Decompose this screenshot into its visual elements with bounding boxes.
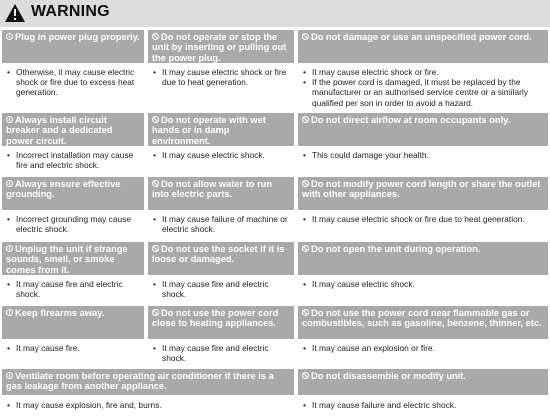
prohibition-icon <box>152 245 159 252</box>
warning-heading-text: Do not direct airflow at room occupants only. <box>311 115 511 125</box>
consequence-item: • This could damage your health. <box>302 150 548 160</box>
consequence-item: • It may cause fire and electric shock. <box>152 343 294 363</box>
consequence-item: • It may cause electric shock. <box>302 279 548 289</box>
consequence-item: • It may cause electric shock or fire due to heat generation. <box>302 214 548 224</box>
warning-heading <box>298 242 548 275</box>
consequence-item: • It may cause failure and electric shock. <box>302 400 548 410</box>
warning-heading <box>2 306 144 339</box>
warning-consequence <box>2 397 294 410</box>
warning-heading <box>148 306 294 339</box>
prohibition-icon <box>302 372 309 379</box>
warning-heading <box>298 30 548 63</box>
consequence-item: • It may cause explosion, fire and, burns. <box>6 400 294 410</box>
consequence-item: • It may cause fire and electric shock. <box>6 279 144 299</box>
warning-heading-text: Do not open the unit during operation. <box>311 244 481 254</box>
warning-heading-text: Do not use the socket if it is loose or damaged. <box>152 244 285 265</box>
warning-heading <box>148 113 294 146</box>
warning-heading-text: Unplug the unit if strange sounds, smell, or smoke comes from it. <box>6 244 128 275</box>
warning-consequence <box>298 147 548 160</box>
warning-heading-text: Do not disassemble or modify unit. <box>311 371 466 381</box>
warning-consequence <box>298 276 548 289</box>
consequence-item: • It may cause electric shock or fire due to heat generation. <box>152 67 294 87</box>
warning-title: WARNING <box>31 3 110 20</box>
warning-heading-text: Do not damage or use an unspecified power cord. <box>311 32 532 42</box>
warning-heading <box>148 177 294 210</box>
warning-consequence <box>148 147 294 160</box>
must-icon <box>6 309 13 316</box>
consequence-item: • It may cause electric shock. <box>152 150 294 160</box>
warning-heading <box>2 177 144 210</box>
warning-heading-text: Always install circuit breaker and a dedicated power circuit. <box>6 115 113 146</box>
warning-heading <box>298 369 548 395</box>
prohibition-icon <box>302 309 309 316</box>
warning-consequence <box>298 340 548 353</box>
prohibition-icon <box>152 33 159 40</box>
warning-consequence <box>2 147 144 170</box>
must-icon <box>6 33 13 40</box>
warning-heading <box>298 113 548 146</box>
prohibition-icon <box>152 180 159 187</box>
warning-consequence <box>298 397 548 410</box>
warning-heading-text: Do not operate with wet hands or in damp environment. <box>152 115 266 146</box>
warning-consequence <box>298 64 548 108</box>
must-icon <box>6 245 13 252</box>
warning-heading <box>2 369 294 395</box>
consequence-item: • It may cause an explosion or fire. <box>302 343 548 353</box>
warning-consequence <box>2 340 144 353</box>
warning-header <box>0 0 550 27</box>
consequence-item: • If the power cord is damaged, it must be replaced by the manufacturer or an authorised service centre or a similarly qualified per son in order to avoid a hazard. <box>302 77 548 108</box>
warning-heading-text: Keep firearms away. <box>15 308 105 318</box>
warning-heading <box>148 242 294 275</box>
warning-consequence <box>2 276 144 299</box>
prohibition-icon <box>152 116 159 123</box>
prohibition-icon <box>302 180 309 187</box>
must-icon <box>6 116 13 123</box>
consequence-item: • Incorrect installation may cause fire and electric shock. <box>6 150 144 170</box>
warning-heading-text: Do not use the power cord near flammable gas or combustibles, such as gasoline, benzene, thinner, etc. <box>302 308 542 329</box>
consequence-item: • It may cause fire. <box>6 343 144 353</box>
must-icon <box>6 372 13 379</box>
warning-heading <box>2 30 144 63</box>
warning-heading-text: Always ensure effective grounding. <box>6 179 121 200</box>
warning-consequence <box>148 64 294 87</box>
warning-heading <box>2 113 144 146</box>
warning-heading-text: Ventilate room before operating air conditioner if there is a gas leakage from another appliance. <box>6 371 274 392</box>
warning-triangle-icon <box>4 3 26 23</box>
warning-heading-text: Do not allow water to run into electric parts. <box>152 179 273 200</box>
must-icon <box>6 180 13 187</box>
warning-consequence <box>298 211 548 224</box>
warning-heading-text: Do not modify power cord length or share the outlet with other appliances. <box>302 179 541 200</box>
prohibition-icon <box>302 33 309 40</box>
consequence-item: • Otherwise, it may cause electric shock or fire due to excess heat generation. <box>6 67 144 98</box>
warning-consequence <box>2 211 144 234</box>
prohibition-icon <box>152 309 159 316</box>
prohibition-icon <box>302 116 309 123</box>
warning-heading <box>298 306 548 339</box>
consequence-item: • It may cause failure of machine or electric shock. <box>152 214 294 234</box>
warning-heading-text: Do not use the power cord close to heating appliances. <box>152 308 279 329</box>
warning-heading-text: Do not operate or stop the unit by inserting or pulling out the power plug. <box>152 32 287 63</box>
warning-heading-text: Plug in power plug properly. <box>15 32 140 42</box>
warning-consequence <box>2 64 144 98</box>
warning-consequence <box>148 276 294 299</box>
consequence-item: • Incorrect grounding may cause electric shock. <box>6 214 144 234</box>
warning-consequence <box>148 340 294 363</box>
prohibition-icon <box>302 245 309 252</box>
warning-heading <box>2 242 144 275</box>
warning-consequence <box>148 211 294 234</box>
warning-heading <box>148 30 294 63</box>
consequence-item: • It may cause electric shock or fire. <box>302 67 548 77</box>
consequence-item: • It may cause fire and electric shock. <box>152 279 294 299</box>
warning-heading <box>298 177 548 210</box>
